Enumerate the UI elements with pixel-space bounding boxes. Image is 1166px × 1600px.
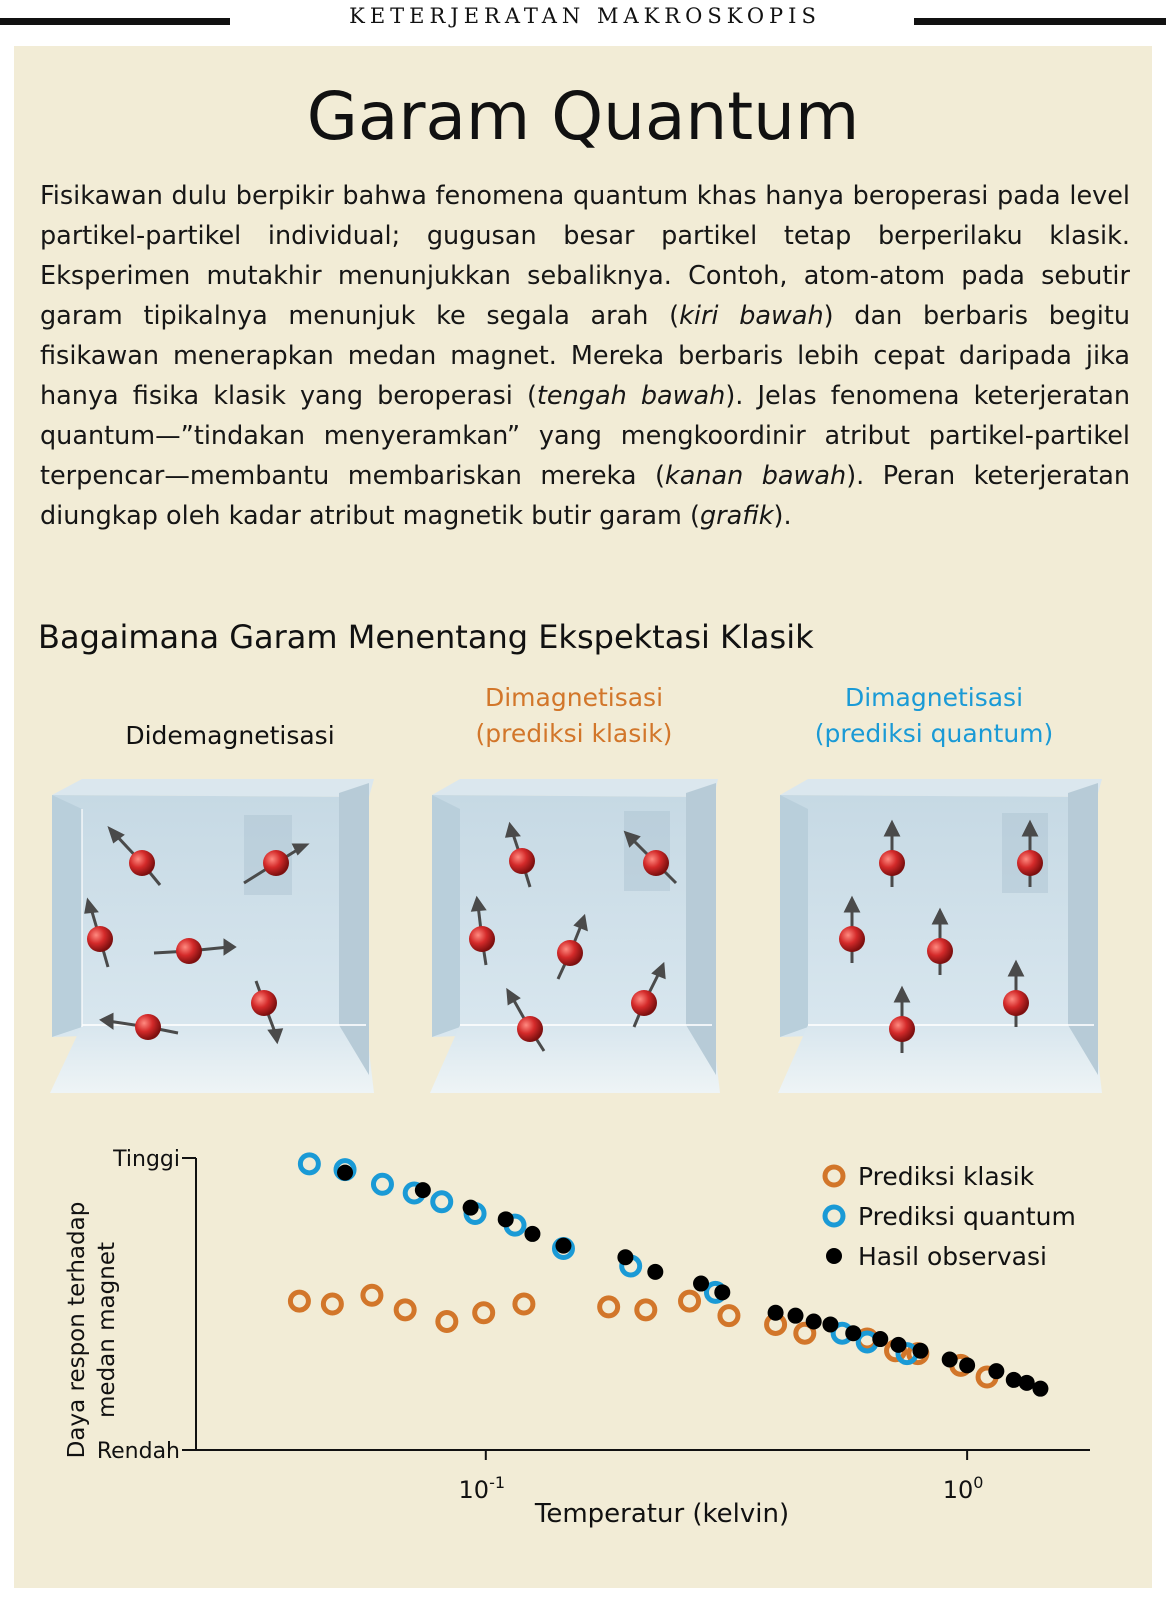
intro-emphasis-2: tengah bawah — [536, 381, 726, 411]
point-observed — [524, 1226, 540, 1242]
point-observed — [890, 1337, 906, 1353]
x-tick-label: $10^0$ — [942, 1473, 984, 1504]
header-rule-right — [914, 18, 1166, 25]
point-observed — [498, 1211, 514, 1227]
point-observed — [463, 1200, 479, 1216]
intro-paragraph — [40, 176, 1130, 536]
y-axis-title-line2: medan magnet — [94, 1242, 120, 1418]
legend-marker-classical — [825, 1167, 843, 1185]
label-quantum-line1: Dimagnetisasi — [844, 683, 1024, 712]
y-tick-label: Tinggi — [113, 1147, 180, 1172]
intro-text-3: ). Jelas fenomena keterjeratan quantum—”tindakan menyeramkan” yang mengkoordinir atribut partikel-partikel terpencar—membantu membariskan mereka ( — [40, 381, 1130, 491]
point-observed — [693, 1276, 709, 1292]
point-observed — [988, 1363, 1004, 1379]
point-observed — [647, 1264, 663, 1280]
magnetic-response-chart — [0, 1120, 1166, 1560]
point-quantum — [373, 1175, 391, 1193]
legend — [825, 1162, 1076, 1271]
x-axis-title: Temperatur (kelvin) — [534, 1499, 790, 1529]
point-observed — [617, 1249, 633, 1265]
point-quantum — [300, 1155, 318, 1173]
legend-label: Prediksi klasik — [858, 1162, 1035, 1191]
label-demagnetized-text: Didemagnetisasi — [125, 721, 335, 750]
point-classical — [363, 1286, 381, 1304]
point-classical — [720, 1307, 738, 1325]
point-observed — [415, 1182, 431, 1198]
point-classical — [438, 1313, 456, 1331]
point-observed — [806, 1314, 822, 1330]
point-classical — [681, 1292, 699, 1310]
point-observed — [714, 1284, 730, 1300]
point-observed — [768, 1305, 784, 1321]
point-classical — [396, 1301, 414, 1319]
point-observed — [337, 1165, 353, 1181]
legend-marker-observed — [826, 1248, 842, 1264]
intro-emphasis-3: kanan bawah — [664, 461, 847, 491]
crystal-demagnetized — [44, 775, 380, 1115]
label-classical-line2: (prediksi klasik) — [475, 719, 673, 748]
label-demagnetized — [80, 718, 380, 754]
figure-subhead: Bagaimana Garam Menentang Ekspektasi Klasik — [38, 618, 814, 656]
point-quantum — [433, 1193, 451, 1211]
intro-text-1: Fisikawan dulu berpikir bahwa fenomena quantum khas hanya beroperasi pada level partikel-partikel individual; gugusan besar partikel tetap berperilaku klasik. Eksperimen mutakhir menunjukkan sebaliknya. Contoh, atom-atom pada sebutir garam tipikalnya menunjuk ke segala arah ( — [40, 181, 1130, 331]
point-classical — [600, 1298, 618, 1316]
intro-text-4: ). Peran keterjeratan diungkap oleh kadar atribut magnetik butir garam ( — [40, 461, 1130, 531]
legend-label: Hasil observasi — [858, 1242, 1047, 1271]
legend-marker-quantum — [825, 1207, 843, 1225]
point-classical — [637, 1301, 655, 1319]
point-observed — [872, 1331, 888, 1347]
label-classical — [424, 680, 724, 752]
point-observed — [912, 1343, 928, 1359]
point-observed — [788, 1308, 804, 1324]
point-classical — [475, 1304, 493, 1322]
x-tick-label: $10^{-1}$ — [458, 1473, 506, 1504]
point-observed — [959, 1357, 975, 1373]
point-observed — [845, 1325, 861, 1341]
label-quantum-line2: (prediksi quantum) — [814, 719, 1054, 748]
intro-text-2: ) dan berbaris begitu fisikawan menerapkan medan magnet. Mereka berbaris lebih cepat daripada jika hanya fisika klasik yang beroperasi ( — [40, 301, 1131, 411]
legend-label: Prediksi quantum — [858, 1202, 1076, 1231]
y-axis-title — [64, 1202, 120, 1459]
intro-emphasis-4: grafik — [699, 501, 774, 531]
intro-emphasis-1: kiri bawah — [679, 301, 824, 331]
data-points — [290, 1155, 1048, 1397]
point-classical — [290, 1292, 308, 1310]
crystal-quantum — [772, 775, 1108, 1115]
point-observed — [942, 1351, 958, 1367]
point-classical — [323, 1295, 341, 1313]
crystal-classical — [424, 775, 724, 1115]
point-observed — [1032, 1381, 1048, 1397]
section-kicker: KETERJERATAN MAKROSKOPIS — [349, 4, 821, 28]
label-quantum — [784, 680, 1084, 752]
point-observed — [822, 1316, 838, 1332]
point-observed — [1019, 1375, 1035, 1391]
y-axis-title-line1: Daya respon terhadap — [64, 1201, 90, 1459]
label-classical-line1: Dimagnetisasi — [484, 683, 664, 712]
intro-text-5: ). — [773, 501, 792, 531]
y-tick-label: Rendah — [96, 1439, 180, 1464]
point-observed — [555, 1238, 571, 1254]
point-classical — [515, 1295, 533, 1313]
header-rule-left — [0, 18, 230, 25]
article-title: Garam Quantum — [306, 78, 860, 155]
